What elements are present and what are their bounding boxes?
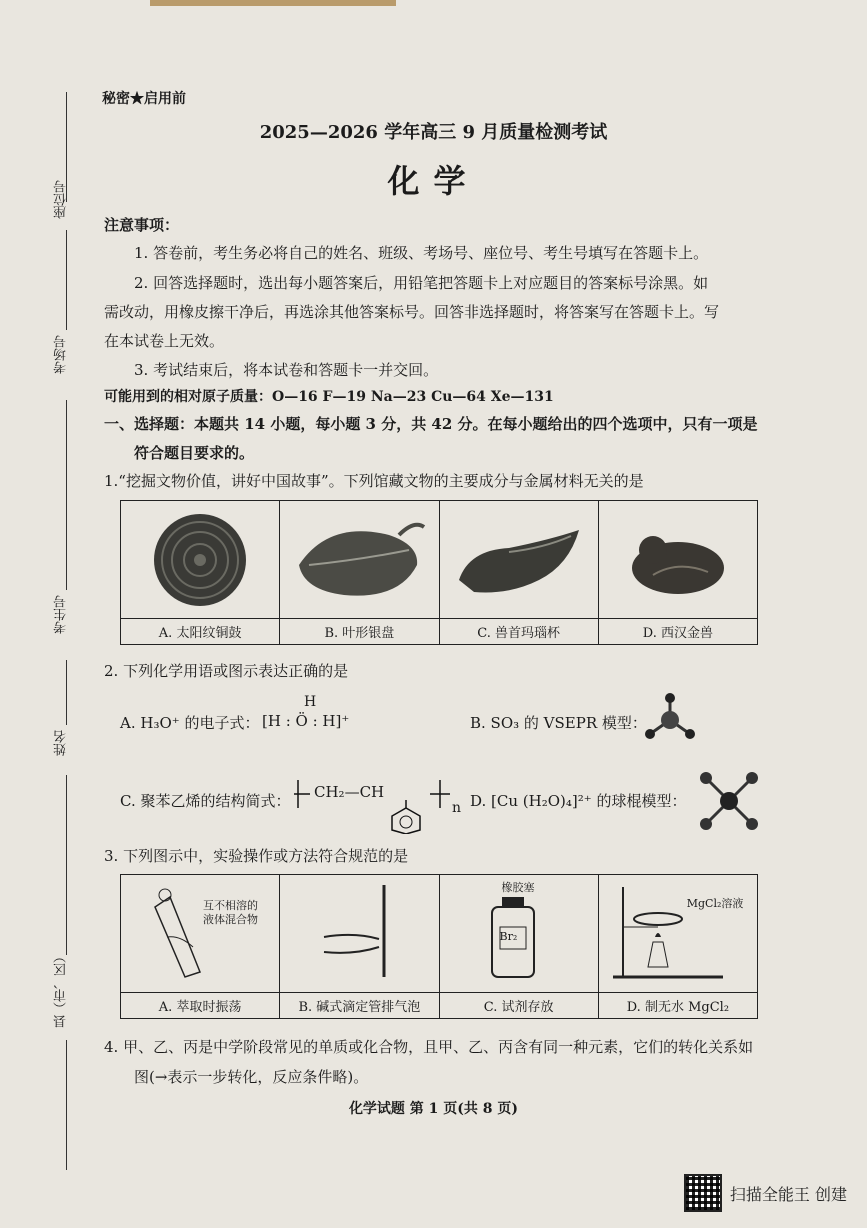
secret-mark: 秘密★启用前 <box>102 91 186 107</box>
q1-stem: 1.“挖掘文物价值，讲好中国故事”。下列馆藏文物的主要成分与金属材料无关的是 <box>104 472 644 490</box>
q3-stem: 3. 下列图示中，实验操作或方法符合规范的是 <box>104 847 409 865</box>
q1-option-b: B. 叶形银盘 <box>280 619 439 645</box>
q2-option-c-formula: CH₂—CH <box>314 783 385 801</box>
county-label: 县（市、区） <box>54 950 69 1028</box>
q3-label-c: 橡胶塞 <box>501 881 535 894</box>
q1-image-table <box>120 500 758 645</box>
margin-line <box>66 660 67 725</box>
subject-title: 化学 <box>387 162 480 200</box>
so3-vsepr-model <box>640 690 700 754</box>
q3-label-a: 互不相溶的 <box>203 899 258 912</box>
q3-label-a2: 液体混合物 <box>203 913 258 926</box>
q2-option-b: B. SO₃ 的 VSEPR 模型： <box>470 714 647 732</box>
q1-option-d: D. 西汉金兽 <box>598 619 757 645</box>
q2-stem: 2. 下列化学用语或图示表达正确的是 <box>104 662 349 680</box>
note-item: 2. 回答选择题时，选出每小题答案后，用铅笔把答题卡上对应题目的答案标号涂黑。如 <box>134 274 709 292</box>
q2-option-c-prefix: C. 聚苯乙烯的结构简式： <box>120 792 291 810</box>
q3-image-a <box>121 875 280 993</box>
q3-option-a: A. 萃取时振荡 <box>121 993 280 1019</box>
q1-option-c: C. 兽首玛瑙杯 <box>439 619 598 645</box>
notes-heading: 注意事项： <box>104 216 180 234</box>
q3-image-c <box>439 875 598 993</box>
q3-label-c-bottle: Br₂ <box>499 930 518 943</box>
q2-option-d: D. [Cu (H₂O)₄]²⁺ 的球棍模型： <box>470 792 687 810</box>
q3-image-table <box>120 874 758 1019</box>
room-number-label: 考场号 <box>54 335 69 374</box>
q2-option-a-formula: [H : Ö : H]⁺ <box>262 712 350 730</box>
section1-line2: 符合题目要求的。 <box>134 444 255 462</box>
watermark-text: 扫描全能王 创建 <box>729 1184 847 1204</box>
q4-line1: 4. 甲、乙、丙是中学阶段常见的单质或化合物，且甲、乙、丙含有同一种元素，它们的转化关系如 <box>104 1038 754 1056</box>
q3-option-c: C. 试剂存放 <box>439 993 598 1019</box>
note-item: 在本试卷上无效。 <box>104 332 225 350</box>
qr-code-icon <box>684 1174 722 1212</box>
note-item: 3. 考试结束后，将本试卷和答题卡一并交回。 <box>134 361 439 379</box>
q3-option-b: B. 碱式滴定管排气泡 <box>280 993 439 1019</box>
agate-cup-image <box>440 520 598 600</box>
student-number-label: 考生号 <box>54 595 69 634</box>
q4-line2: 图(→表示一步转化，反应条件略)。 <box>134 1068 369 1086</box>
name-label: 姓名 <box>54 730 69 756</box>
bronze-drum-image <box>121 510 279 610</box>
atomic-masses: 可能用到的相对原子质量：O—16 F—19 Na—23 Cu—64 Xe—131 <box>104 389 554 405</box>
q1-option-a: A. 太阳纹铜鼓 <box>121 619 280 645</box>
cu-complex-ball-stick-model <box>694 766 764 840</box>
note-item: 需改动，用橡皮擦干净后，再选涂其他答案标号。回答非选择题时，将答案写在答题卡上。写 <box>104 303 720 321</box>
q2-option-a-prefix: A. H₃O⁺ 的电子式： <box>120 714 260 732</box>
margin-line <box>66 230 67 330</box>
q2-option-a-top-h: H <box>304 694 317 710</box>
top-tape-strip <box>150 0 396 6</box>
note-item: 1. 答卷前，考生务必将自己的姓名、班级、考场号、座位号、考生号填写在答题卡上。 <box>134 244 709 262</box>
seat-number-label: 座位号 <box>54 180 69 219</box>
page-footer: 化学试题 第 1 页(共 8 页) <box>348 1101 519 1117</box>
scanner-watermark <box>684 1174 847 1212</box>
margin-line <box>66 775 67 955</box>
silver-leaf-plate-image <box>280 515 438 605</box>
q3-label-d: MgCl₂溶液 <box>686 897 744 910</box>
section1-line1: 一、选择题：本题共 14 小题，每小题 3 分，共 42 分。在每小题给出的四个选项中，只有一项是 <box>104 415 758 433</box>
q3-option-d: D. 制无水 MgCl₂ <box>598 993 757 1019</box>
gold-beast-image <box>599 520 757 600</box>
q3-image-b <box>280 875 439 993</box>
q2-option-c-n: n <box>452 800 462 816</box>
q3-image-d <box>598 875 757 993</box>
margin-line <box>66 400 67 590</box>
exam-title: 2025—2026 学年高三 9 月质量检测考试 <box>259 122 608 143</box>
